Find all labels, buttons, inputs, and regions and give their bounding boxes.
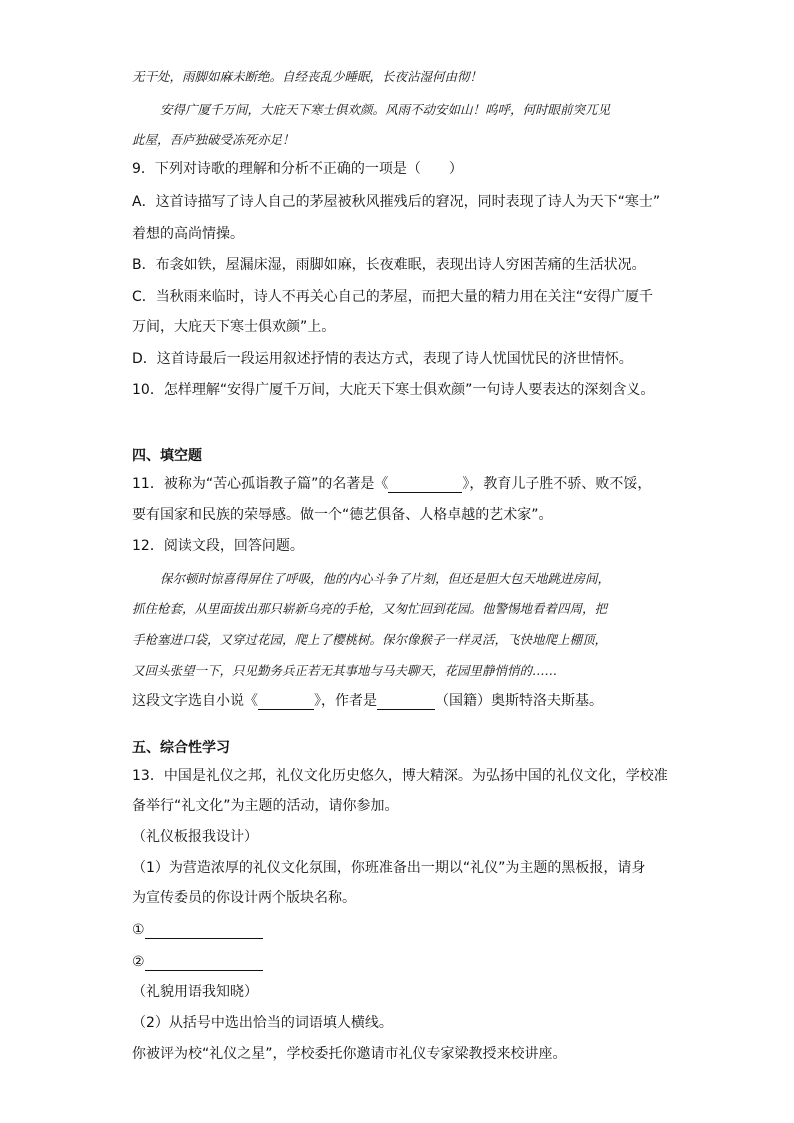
- answer-blank[interactable]: [377, 695, 435, 710]
- question-11: [132, 475, 651, 493]
- section-heading: 四、填空题: [132, 448, 202, 464]
- question-12-text: 这段文字选自小说《: [132, 693, 258, 709]
- passage-line: 保尔顿时惊喜得屏住了呼吸，他的内心斗争了片刻，但还是胆大包天地跳进房间，: [160, 571, 611, 586]
- section-heading: 五、综合性学习: [132, 740, 230, 756]
- circled-number: ②: [132, 954, 145, 970]
- poem-line: 此屋，吾庐独破受冻死亦足！: [132, 132, 295, 147]
- passage-line: 抓住枪套，从里面拔出那只崭新乌亮的手枪，又匆忙回到花园。他警惕地看着四周，把: [132, 601, 608, 616]
- answer-line-1: [132, 921, 263, 939]
- passage-line: 又回头张望一下，只见勤务兵正若无其事地与马夫聊天，花园里静悄悄的……: [132, 663, 558, 678]
- answer-blank[interactable]: [258, 695, 314, 710]
- question-13: 13．中国是礼仪之邦，礼仪文化历史悠久，博大精深。为弘扬中国的礼仪文化，学校准: [132, 768, 668, 784]
- subheading: （礼貌用语我知晓）: [132, 984, 258, 1000]
- answer-line-2: [132, 953, 263, 971]
- question-12-text: 》，作者是: [314, 693, 377, 709]
- poem-line: 安得广厦千万间，大庇天下寒士俱欢颜。风雨不动安如山！呜呼，何时眼前突兀见: [160, 102, 611, 117]
- circled-number: ①: [132, 922, 145, 938]
- question-12-answer: [132, 692, 603, 710]
- question-11-cont: 要有国家和民族的荣辱感。做一个“德艺俱备、人格卓越的艺术家”。: [132, 507, 553, 523]
- sub-question-1-cont: 为宣传委员的你设计两个版块名称。: [132, 890, 356, 906]
- question-13-cont: 备举行“礼文化”为主题的活动，请你参加。: [132, 798, 399, 814]
- subheading: （礼仪板报我设计）: [132, 829, 258, 845]
- question-12-stem: 12．阅读文段，回答问题。: [132, 538, 304, 554]
- sub-question-1: （1）为营造浓厚的礼仪文化氛围，你班准备出一期以“礼仪”为主题的黑板报，请身: [132, 860, 646, 876]
- sub-question-2: （2）从括号中选出恰当的词语填人横线。: [132, 1015, 393, 1031]
- question-11-text: 11．被称为“苦心孤诣教子篇”的名著是《: [132, 476, 389, 492]
- paragraph: 你被评为校“礼仪之星”，学校委托你邀请市礼仪专家梁教授来校讲座。: [132, 1046, 567, 1062]
- option-a-cont: 着想的高尚情操。: [132, 226, 244, 242]
- option-c: C．当秋雨来临时，诗人不再关心自己的茅屋，而把大量的精力用在关注“安得广厦千: [132, 289, 654, 305]
- answer-blank[interactable]: [388, 478, 462, 493]
- option-a: A．这首诗描写了诗人自己的茅屋被秋风摧残后的窘况，同时表现了诗人为天下“寒士”: [132, 194, 661, 210]
- question-11-text: 》，教育儿子胜不骄、败不馁，: [462, 476, 652, 492]
- option-c-cont: 万间，大庇天下寒士俱欢颜”上。: [132, 319, 336, 335]
- question-9-stem: 9．下列对诗歌的理解和分析不正确的一项是（ ）: [132, 161, 463, 177]
- question-12-text: （国籍）奥斯特洛夫斯基。: [435, 693, 603, 709]
- option-d: D．这首诗最后一段运用叙述抒情的表达方式，表现了诗人忧国忧民的济世情怀。: [132, 351, 633, 367]
- answer-blank[interactable]: [145, 956, 263, 971]
- poem-line: 无干处，雨脚如麻未断绝。自经丧乱少睡眠，长夜沾湿何由彻！: [132, 69, 483, 84]
- question-10: 10．怎样理解“安得广厦千万间，大庇天下寒士俱欢颜”一句诗人要表达的深刻含义。: [132, 382, 655, 398]
- answer-blank[interactable]: [145, 924, 263, 939]
- option-b: B．布衾如铁，屋漏床湿，雨脚如麻，长夜难眠，表现出诗人穷困苦痛的生活状况。: [132, 257, 646, 273]
- passage-line: 手枪塞进口袋，又穿过花园，爬上了樱桃树。保尔像猴子一样灵活，飞快地爬上棚顶，: [132, 632, 608, 647]
